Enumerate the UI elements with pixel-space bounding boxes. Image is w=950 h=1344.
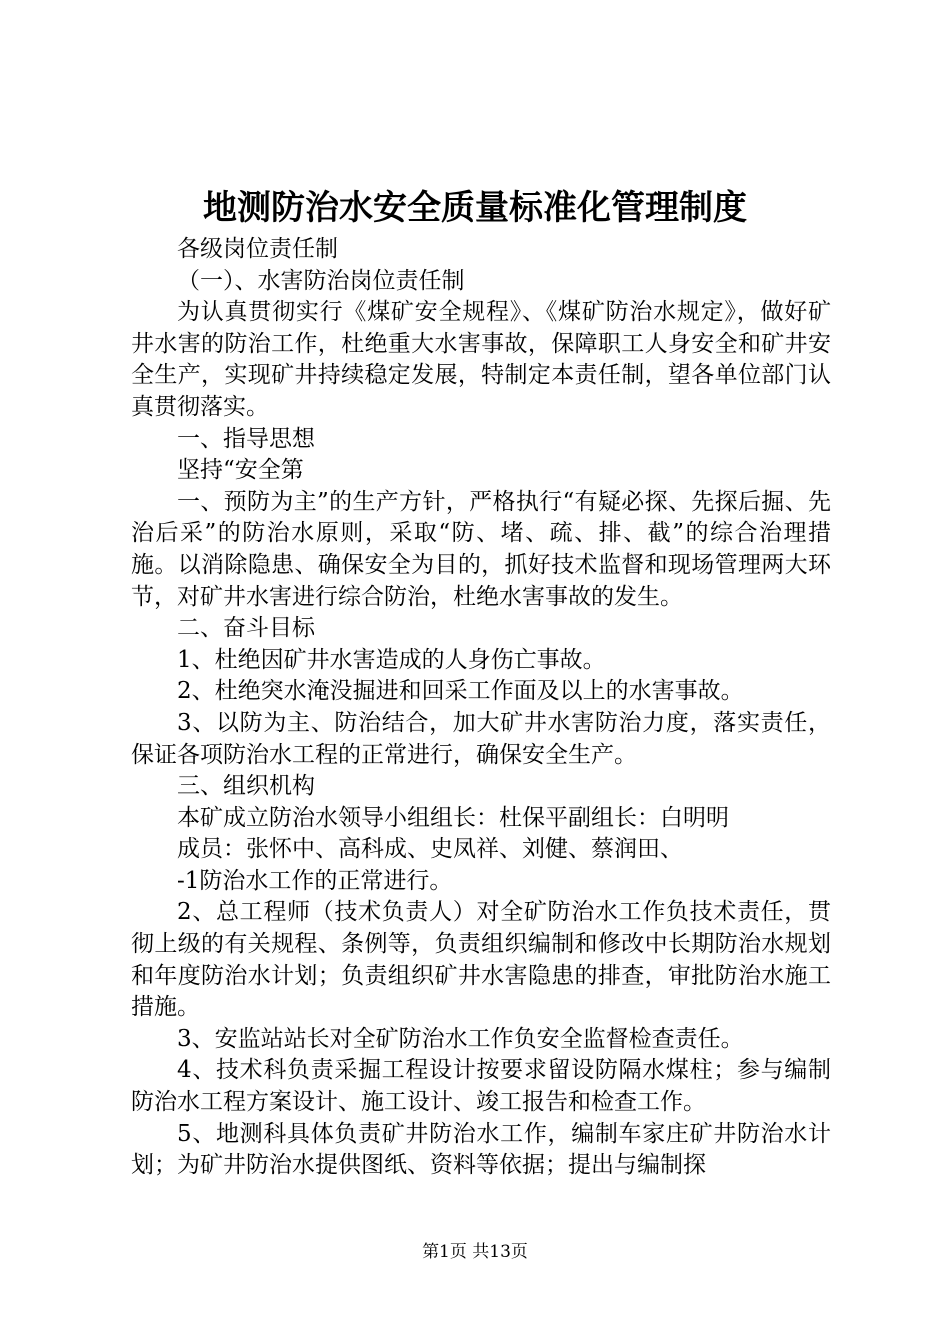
document-body [131, 234, 831, 1182]
page-footer: 第1页 共13页 [422, 1242, 528, 1262]
paragraph: 5、地测科具体负责矿井防治水工作，编制车家庄矿井防治水计划；为矿井防治水提供图纸、资料等依据；提出与编制探 [131, 1120, 831, 1179]
paragraph: 3、以防为主、防治结合，加大矿井水害防治力度，落实责任，保证各项防治水工程的正常进行，确保安全生产。 [131, 709, 831, 768]
paragraph: 为认真贯彻实行《煤矿安全规程》、《煤矿防治水规定》，做好矿井水害的防治工作，杜绝重大水害事故，保障职工人身安全和矿井安全生产，实现矿井持续稳定发展，特制定本责任制，望各单位部门认真贯彻落实。 [131, 299, 831, 420]
paragraph: 2、杜绝突水淹没掘进和回采工作面及以上的水害事故。 [177, 678, 744, 705]
paragraph: 一、指导思想 [177, 425, 315, 452]
paragraph: 三、组织机构 [177, 773, 315, 800]
document-title: 地测防治水安全质量标准化管理制度 [203, 188, 747, 228]
paragraph: 成员：张怀中、高科成、史凤祥、刘健、蔡润田、 [177, 836, 683, 863]
paragraph: 各级岗位责任制 [177, 236, 338, 262]
paragraph: 本矿成立防治水领导小组组长：杜保平副组长：白明明 [177, 804, 729, 831]
paragraph: 4、技术科负责采掘工程设计按要求留设防隔水煤柱；参与编制防治水工程方案设计、施工设计、竣工报告和检查工作。 [131, 1057, 831, 1116]
paragraph: 1、杜绝因矿井水害造成的人身伤亡事故。 [177, 646, 606, 673]
paragraph: -1防治水工作的正常进行。 [177, 867, 453, 894]
paragraph: 一、预防为主”的生产方针，严格执行“有疑必探、先探后掘、先治后采”的防治水原则，采取“防、堵、疏、排、截”的综合治理措施。以消除隐患、确保安全为目的，抓好技术监督和现场管理两大环节，对矿井水害进行综合防治，杜绝水害事故的发生。 [131, 488, 831, 610]
paragraph: 3、安监站站长对全矿防治水工作负安全监督检查责任。 [177, 1025, 744, 1052]
paragraph: 二、奋斗目标 [177, 615, 315, 642]
paragraph: （一）、水害防治岗位责任制 [177, 267, 465, 294]
paragraph: 2、总工程师（技术负责人）对全矿防治水工作负技术责任，贯彻上级的有关规程、条例等，负责组织编制和修改中长期防治水规划和年度防治水计划；负责组织矿井水害隐患的排查，审批防治水施工措施。 [131, 899, 831, 1021]
paragraph: 坚持“安全第 [177, 457, 304, 484]
